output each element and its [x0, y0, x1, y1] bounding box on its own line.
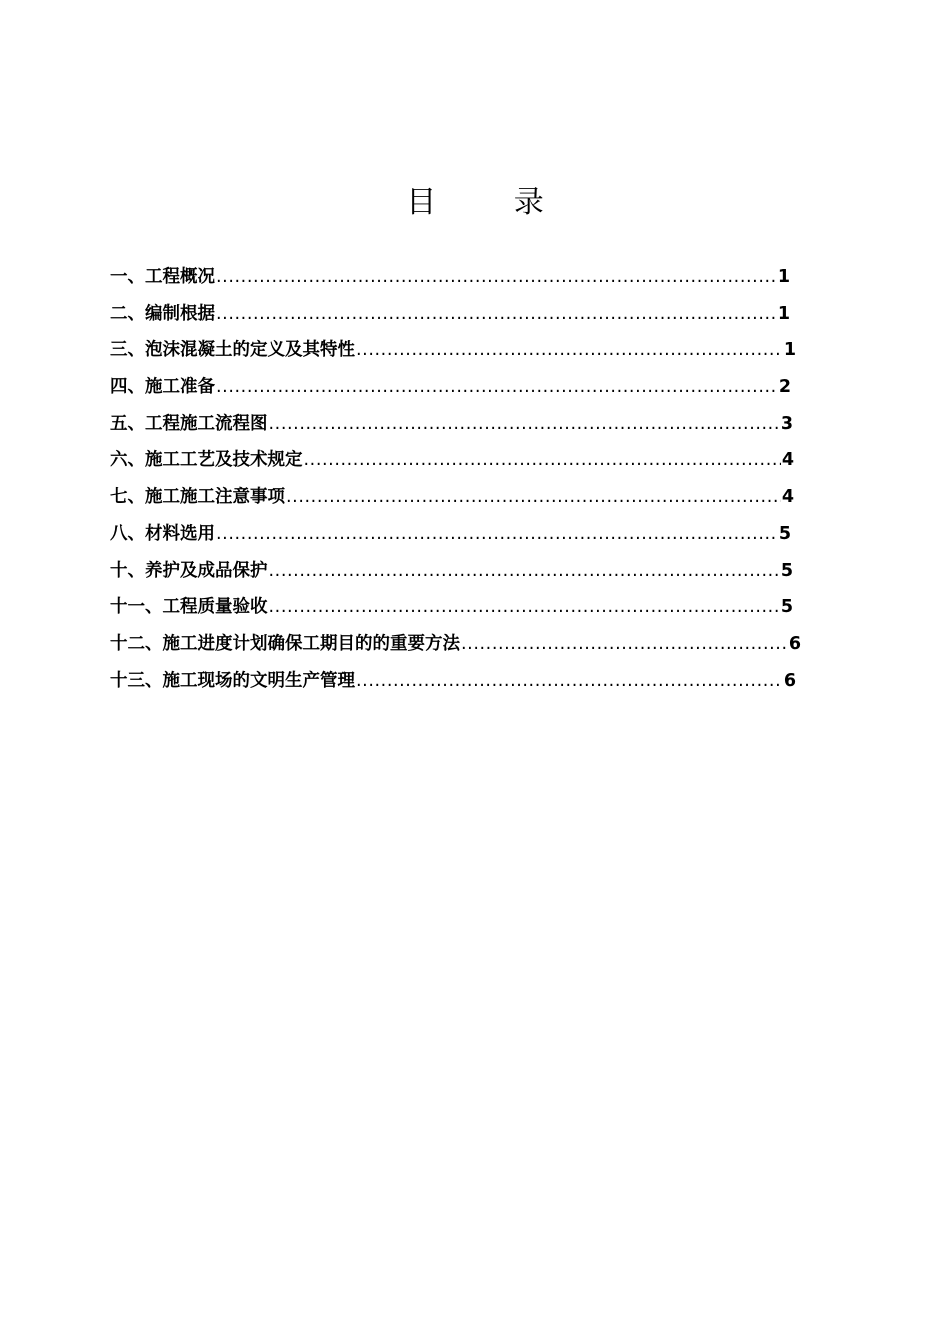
toc-entry: [110, 336, 796, 373]
toc-entry-page: 1: [777, 303, 790, 324]
toc-entry: [110, 520, 791, 557]
dot-leader: [216, 304, 777, 324]
toc-entry-page: 6: [783, 670, 796, 691]
toc-entry-label: 二、编制根据: [110, 303, 215, 324]
toc-entry: [110, 630, 801, 667]
toc-entry-label: 六、施工工艺及技术规定: [110, 450, 303, 471]
toc-entry-label: 七、施工施工注意事项: [110, 487, 285, 508]
dot-leader: [269, 414, 780, 434]
dot-leader: [216, 377, 778, 397]
toc-entry-page: 3: [780, 413, 793, 434]
dot-leader: [216, 524, 778, 544]
toc-entry-label: 一、工程概况: [110, 267, 215, 287]
toc-entry-page: 5: [778, 523, 791, 544]
toc-entry: [110, 410, 793, 447]
toc-entry: [110, 373, 791, 410]
toc-entry-page: 4: [781, 487, 794, 508]
toc-entry: [110, 667, 796, 704]
dot-leader: [304, 450, 781, 470]
dot-leader: [269, 597, 780, 617]
toc-entry-label: 三、泡沫混凝土的定义及其特性: [110, 340, 355, 361]
dot-leader: [286, 487, 781, 507]
toc-entry: [110, 263, 790, 300]
toc-entry-label: 四、施工准备: [110, 377, 215, 398]
toc-entry-label: 十三、施工现场的文明生产管理: [110, 670, 355, 691]
toc-entry-page: 2: [778, 377, 791, 398]
toc-entry-page: 6: [788, 633, 801, 654]
toc-entry: [110, 300, 790, 337]
dot-leader: [356, 340, 783, 360]
toc-entry-label: 八、材料选用: [110, 523, 215, 544]
toc-entry-page: 4: [781, 450, 794, 471]
toc-entry-page: 1: [777, 267, 790, 287]
dot-leader: [461, 634, 788, 654]
toc-entry-page: 5: [780, 597, 793, 618]
dot-leader: [216, 267, 777, 287]
toc-entry: [110, 557, 793, 594]
dot-leader: [269, 561, 780, 581]
toc-entry-label: 十一、工程质量验收: [110, 597, 268, 618]
table-of-contents: [110, 263, 810, 703]
toc-title: 目 录: [406, 185, 578, 220]
toc-entry-page: 5: [780, 560, 793, 581]
toc-entry: [110, 483, 794, 520]
toc-entry: [110, 446, 794, 483]
dot-leader: [356, 671, 783, 691]
toc-entry-label: 十、养护及成品保护: [110, 560, 268, 581]
toc-entry-label: 五、工程施工流程图: [110, 413, 268, 434]
toc-entry: [110, 593, 793, 630]
toc-entry-page: 1: [783, 340, 796, 361]
toc-entry-label: 十二、施工进度计划确保工期目的的重要方法: [110, 633, 460, 654]
